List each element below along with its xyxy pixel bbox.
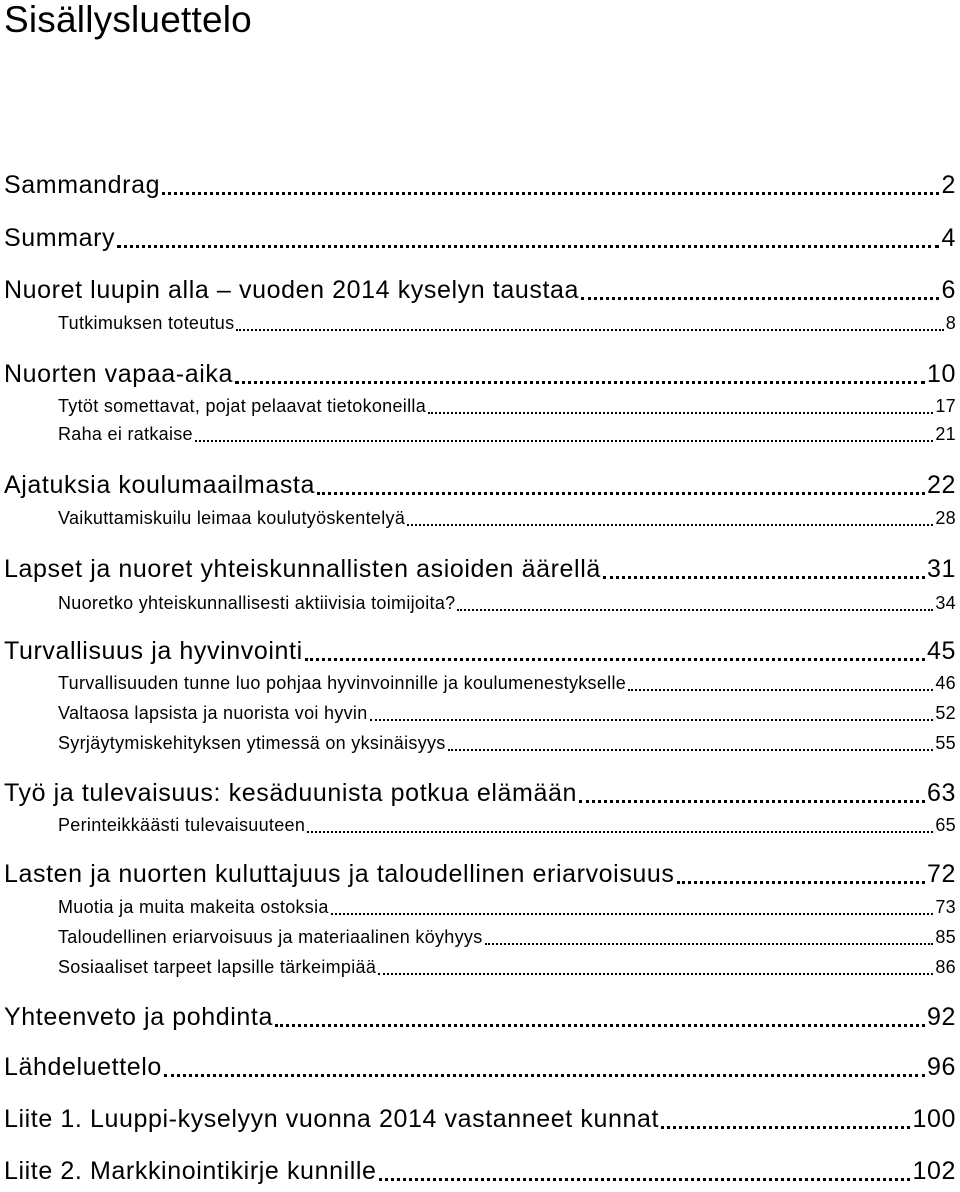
toc-entry-label: Sammandrag <box>4 171 161 199</box>
toc-entry-page-number: 45 <box>926 637 956 665</box>
toc-dot-leader <box>164 1074 925 1077</box>
toc-entry[interactable] <box>4 471 956 501</box>
toc-entry-label: Liite 2. Markkinointikirje kunnille <box>4 1157 377 1185</box>
toc-entry-page-number: 31 <box>926 555 956 583</box>
toc-dot-leader <box>603 576 925 579</box>
toc-dot-leader <box>370 719 934 721</box>
toc-entry-label: Turvallisuus ja hyvinvointi <box>4 637 303 665</box>
toc-entry[interactable] <box>4 779 956 809</box>
toc-dot-leader <box>378 973 933 975</box>
toc-entry[interactable] <box>4 1003 956 1033</box>
page-title: Sisällysluettelo <box>4 0 252 40</box>
toc-entry-page-number: 72 <box>926 860 956 888</box>
toc-entry-label: Lähdeluettelo <box>4 1053 162 1081</box>
toc-entry-page-number: 92 <box>926 1003 956 1031</box>
toc-entry[interactable] <box>58 593 956 615</box>
toc-entry-page-number: 100 <box>912 1105 956 1133</box>
toc-dot-leader <box>581 297 939 300</box>
toc-entry-label: Tutkimuksen toteutus <box>58 313 235 333</box>
toc-dot-leader <box>677 881 925 884</box>
toc-entry-page-number: 28 <box>935 508 956 528</box>
toc-dot-leader <box>579 800 925 803</box>
toc-entry-page-number: 73 <box>935 897 956 917</box>
toc-entry[interactable] <box>58 703 956 725</box>
toc-entry-page-number: 52 <box>935 703 956 723</box>
toc-entry-page-number: 21 <box>935 424 956 444</box>
toc-entry[interactable] <box>4 1053 956 1083</box>
toc-entry[interactable] <box>4 1105 956 1135</box>
toc-dot-leader <box>428 412 933 414</box>
toc-entry-label: Taloudellinen eriarvoisuus ja materiaalinen köyhyys <box>58 927 483 947</box>
toc-entry[interactable] <box>58 508 956 530</box>
toc-entry-label: Summary <box>4 224 116 252</box>
toc-entry-label: Perinteikkäästi tulevaisuuteen <box>58 815 306 835</box>
toc-dot-leader <box>661 1126 910 1129</box>
toc-entry-page-number: 6 <box>941 276 956 304</box>
toc-dot-leader <box>485 943 934 945</box>
toc-entry[interactable] <box>58 897 956 919</box>
toc-dot-leader <box>307 831 933 833</box>
toc-entry-label: Turvallisuuden tunne luo pohjaa hyvinvoinnille ja koulumenestykselle <box>58 673 627 693</box>
toc-entry-label: Yhteenveto ja pohdinta <box>4 1003 273 1031</box>
toc-entry-page-number: 10 <box>926 360 956 388</box>
toc-entry-label: Nuoretko yhteiskunnallisesti aktiivisia toimijoita? <box>58 593 456 613</box>
toc-entry-page-number: 46 <box>935 673 956 693</box>
toc-dot-leader <box>162 192 939 195</box>
toc-entry-label: Muotia ja muita makeita ostoksia <box>58 897 329 917</box>
toc-entry-label: Valtaosa lapsista ja nuorista voi hyvin <box>58 703 368 723</box>
toc-dot-leader <box>195 440 934 442</box>
toc-entry[interactable] <box>58 396 956 418</box>
toc-dot-leader <box>331 913 934 915</box>
toc-entry-label: Sosiaaliset tarpeet lapsille tärkeimpiää <box>58 957 377 977</box>
toc-dot-leader <box>235 381 925 384</box>
toc-entry[interactable] <box>4 276 956 306</box>
toc-entry-label: Tytöt somettavat, pojat pelaavat tietokoneilla <box>58 396 427 416</box>
toc-entry[interactable] <box>58 673 956 695</box>
toc-entry-page-number: 34 <box>935 593 956 613</box>
toc-entry-page-number: 63 <box>926 779 956 807</box>
toc-dot-leader <box>457 609 933 611</box>
toc-entry[interactable] <box>58 815 956 837</box>
toc-entry[interactable] <box>4 637 956 667</box>
toc-entry[interactable] <box>58 733 956 755</box>
toc-entry-page-number: 102 <box>912 1157 956 1185</box>
toc-entry[interactable] <box>4 224 956 254</box>
toc-dot-leader <box>236 329 943 331</box>
toc-entry-label: Syrjäytymiskehityksen ytimessä on yksinäisyys <box>58 733 446 753</box>
toc-dot-leader <box>305 658 925 661</box>
toc-dot-leader <box>117 245 939 248</box>
toc-entry-label: Nuoret luupin alla – vuoden 2014 kyselyn taustaa <box>4 276 580 304</box>
toc-entry-label: Ajatuksia koulumaailmasta <box>4 471 315 499</box>
toc-dot-leader <box>628 689 933 691</box>
toc-dot-leader <box>275 1024 925 1027</box>
toc-entry-page-number: 85 <box>935 927 956 947</box>
toc-entry[interactable] <box>4 1157 956 1187</box>
toc-entry-label: Raha ei ratkaise <box>58 424 193 444</box>
toc-entry-page-number: 86 <box>935 957 956 977</box>
toc-dot-leader <box>448 749 934 751</box>
toc-entry-label: Lapset ja nuoret yhteiskunnallisten asioiden äärellä <box>4 555 601 583</box>
toc-entry-label: Vaikuttamiskuilu leimaa koulutyöskentelyä <box>58 508 406 528</box>
toc-entry[interactable] <box>58 424 956 446</box>
toc-entry[interactable] <box>58 313 956 335</box>
toc-entry-page-number: 96 <box>926 1053 956 1081</box>
toc-entry-page-number: 55 <box>935 733 956 753</box>
toc-entry-page-number: 8 <box>945 313 956 333</box>
toc-dot-leader <box>407 524 933 526</box>
toc-entry-page-number: 65 <box>935 815 956 835</box>
toc-entry[interactable] <box>4 360 956 390</box>
toc-entry[interactable] <box>4 555 956 585</box>
toc-entry-page-number: 4 <box>941 224 956 252</box>
toc-entry-label: Liite 1. Luuppi-kyselyyn vuonna 2014 vastanneet kunnat <box>4 1105 660 1133</box>
toc-entry-label: Nuorten vapaa-aika <box>4 360 233 388</box>
toc-entry-label: Lasten ja nuorten kuluttajuus ja taloudellinen eriarvoisuus <box>4 860 675 888</box>
toc-entry-page-number: 17 <box>935 396 956 416</box>
toc-entry-label: Työ ja tulevaisuus: kesäduunista potkua elämään <box>4 779 577 807</box>
toc-entry[interactable] <box>58 927 956 949</box>
toc-entry[interactable] <box>4 171 956 201</box>
toc-entry-page-number: 22 <box>926 471 956 499</box>
toc-entry[interactable] <box>4 860 956 890</box>
toc-dot-leader <box>379 1178 911 1181</box>
toc-entry-page-number: 2 <box>941 171 956 199</box>
toc-dot-leader <box>317 492 925 495</box>
toc-entry[interactable] <box>58 957 956 979</box>
